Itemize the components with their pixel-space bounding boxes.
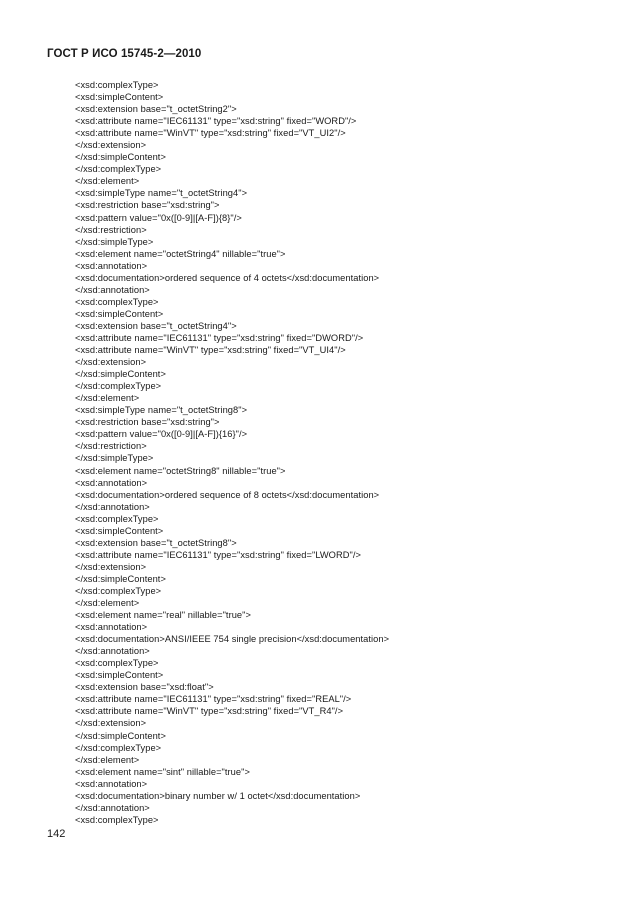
code-line: <xsd:annotation> <box>75 477 148 488</box>
code-line: <xsd:simpleType name="t_octetString4"> <box>75 188 248 199</box>
code-line: <xsd:simpleContent> <box>75 308 164 319</box>
code-line: </xsd:element> <box>75 754 140 765</box>
code-line: </xsd:extension> <box>75 140 147 151</box>
code-line: </xsd:complexType> <box>75 742 162 753</box>
code-line: </xsd:element> <box>75 598 140 609</box>
code-line: </xsd:simpleContent> <box>75 730 166 741</box>
code-line: <xsd:restriction base="xsd:string"> <box>75 200 220 211</box>
code-line: <xsd:restriction base="xsd:string"> <box>75 417 220 428</box>
code-line: <xsd:attribute name="IEC61131" type="xsd:string" fixed="LWORD"/> <box>75 549 361 560</box>
page-number: 142 <box>47 828 66 840</box>
code-line: <xsd:attribute name="WinVT" type="xsd:string" fixed="VT_UI4"/> <box>75 345 346 356</box>
page-header: ГОСТ Р ИСО 15745-2—2010 <box>47 48 202 60</box>
code-line: </xsd:complexType> <box>75 164 162 175</box>
code-line: <xsd:element name="octetString4" nillable="true"> <box>75 248 286 259</box>
code-line: <xsd:extension base="t_octetString2"> <box>75 104 237 115</box>
code-line: <xsd:simpleType name="t_octetString8"> <box>75 405 248 416</box>
code-line: </xsd:simpleType> <box>75 236 154 247</box>
code-line: </xsd:extension> <box>75 561 147 572</box>
code-line: <xsd:complexType> <box>75 814 159 825</box>
code-line: <xsd:element name="octetString8" nillable="true"> <box>75 465 286 476</box>
code-line: <xsd:annotation> <box>75 778 148 789</box>
code-line: </xsd:element> <box>75 176 140 187</box>
code-line: <xsd:complexType> <box>75 80 159 90</box>
code-line: </xsd:restriction> <box>75 224 147 235</box>
code-line: <xsd:complexType> <box>75 296 159 307</box>
code-line: </xsd:complexType> <box>75 381 162 392</box>
code-line: <xsd:simpleContent> <box>75 525 164 536</box>
code-line: <xsd:attribute name="IEC61131" type="xsd:string" fixed="REAL"/> <box>75 694 352 705</box>
code-line: <xsd:extension base="xsd:float"> <box>75 682 214 693</box>
xsd-code-block <box>75 79 389 826</box>
code-line: <xsd:element name="sint" nillable="true"> <box>75 766 250 777</box>
code-line: </xsd:simpleContent> <box>75 152 166 163</box>
code-line: <xsd:attribute name="IEC61131" type="xsd:string" fixed="WORD"/> <box>75 116 357 127</box>
code-line: <xsd:complexType> <box>75 513 159 524</box>
code-line: <xsd:documentation>ordered sequence of 4 octets</xsd:documentation> <box>75 272 380 283</box>
code-line: </xsd:annotation> <box>75 646 150 657</box>
code-line: </xsd:annotation> <box>75 284 150 295</box>
code-line: <xsd:documentation>ordered sequence of 8 octets</xsd:documentation> <box>75 489 380 500</box>
code-line: </xsd:element> <box>75 393 140 404</box>
code-line: <xsd:pattern value="0x([0-9]|[A-F]){16}"/> <box>75 429 248 440</box>
code-line: <xsd:element name="real" nillable="true"> <box>75 610 251 621</box>
code-line: <xsd:pattern value="0x([0-9]|[A-F]){8}"/> <box>75 212 242 223</box>
code-line: </xsd:annotation> <box>75 501 150 512</box>
code-line: </xsd:complexType> <box>75 585 162 596</box>
code-line: <xsd:annotation> <box>75 622 148 633</box>
code-line: </xsd:simpleType> <box>75 453 154 464</box>
code-line: <xsd:annotation> <box>75 260 148 271</box>
code-line: <xsd:attribute name="IEC61131" type="xsd:string" fixed="DWORD"/> <box>75 332 364 343</box>
code-line: <xsd:documentation>binary number w/ 1 octet</xsd:documentation> <box>75 790 361 801</box>
code-line: <xsd:extension base="t_octetString4"> <box>75 320 237 331</box>
code-line: <xsd:simpleContent> <box>75 670 164 681</box>
code-line: </xsd:extension> <box>75 718 147 729</box>
code-line: <xsd:complexType> <box>75 658 159 669</box>
code-line: <xsd:attribute name="WinVT" type="xsd:string" fixed="VT_R4"/> <box>75 706 344 717</box>
code-line: <xsd:attribute name="WinVT" type="xsd:string" fixed="VT_UI2"/> <box>75 128 346 139</box>
code-line: </xsd:simpleContent> <box>75 369 166 380</box>
code-line: </xsd:restriction> <box>75 441 147 452</box>
code-line: </xsd:annotation> <box>75 802 150 813</box>
code-line: <xsd:simpleContent> <box>75 92 164 103</box>
code-line: <xsd:documentation>ANSI/IEEE 754 single precision</xsd:documentation> <box>75 634 390 645</box>
code-line: </xsd:extension> <box>75 357 147 368</box>
code-line: <xsd:extension base="t_octetString8"> <box>75 537 237 548</box>
code-line: </xsd:simpleContent> <box>75 573 166 584</box>
